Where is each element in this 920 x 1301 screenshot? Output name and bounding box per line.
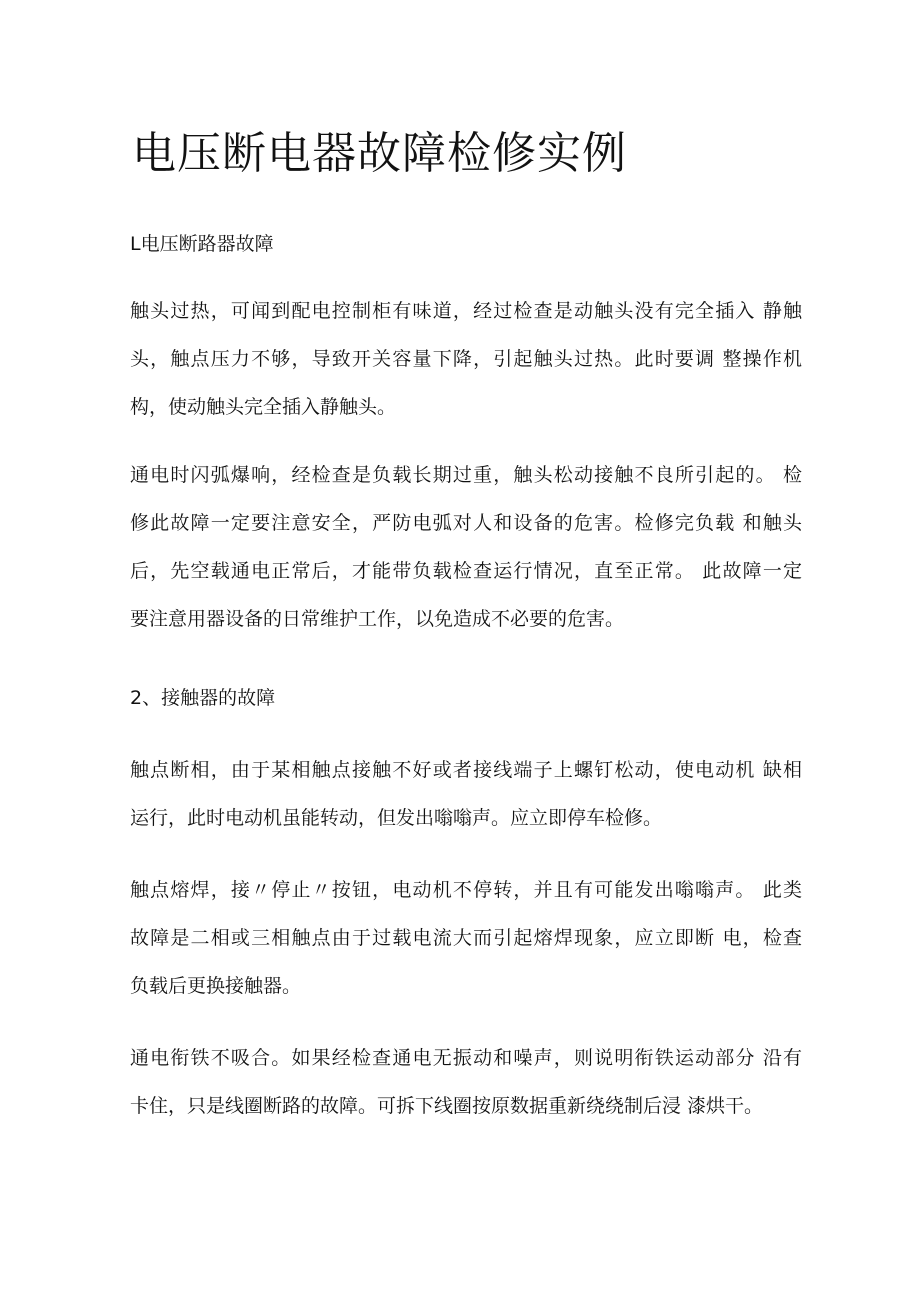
paragraph-line: 运行，此时电动机虽能转动，但发出嗡嗡声。应立即停车检修。	[130, 807, 663, 829]
page-title: 电压断电器故障检修实例	[132, 128, 627, 179]
paragraph-line: 触头过热，可闻到配电控制柜有味道，经过检查是动触头没有完全插入 静触	[130, 300, 802, 322]
paragraph-arc-flash	[130, 451, 802, 643]
paragraph-line: 触点熔焊，接〃停止〃按钮，电动机不停转，并且有可能发出嗡嗡声。 此类	[130, 879, 802, 901]
paragraph-line: 构，使动触头完全插入静触头。	[130, 396, 397, 418]
paragraph-line: 头，触点压力不够，导致开关容量下降，引起触头过热。此时要调 整操作机	[130, 348, 802, 370]
paragraph-line: 通电衔铁不吸合。如果经检查通电无振动和噪声，则说明衔铁运动部分 沿有	[130, 1047, 802, 1069]
paragraph-line: 要注意用器设备的日常维护工作，以免造成不必要的危害。	[130, 608, 625, 630]
paragraph-armature-not-pulling	[130, 1034, 802, 1130]
paragraph-line: 触点断相，由于某相触点接触不好或者接线端子上螺钉松动，使电动机 缺相	[130, 759, 802, 781]
section-heading-1: L电压断路器故障	[130, 233, 274, 255]
paragraph-phase-loss	[130, 746, 802, 842]
section-heading-2: 2、接触器的故障	[130, 687, 276, 709]
paragraph-line: 修此故障一定要注意安全，严防电弧对人和设备的危害。检修完负载 和触头	[130, 512, 802, 534]
paragraph-line: 后，先空载通电正常后，才能带负载检查运行情况，直至正常。 此故障一定	[130, 560, 802, 582]
paragraph-contact-welding	[130, 866, 802, 1010]
paragraph-contact-overheat	[130, 287, 802, 431]
paragraph-line: 负载后更换接触器。	[130, 975, 302, 997]
paragraph-line: 卡住，只是线圈断路的故障。可拆下线圈按原数据重新绕绕制后浸 漆烘干。	[130, 1095, 764, 1117]
paragraph-line: 通电时闪弧爆响，经检查是负载长期过重，触头松动接触不良所引起的。 检	[130, 464, 802, 486]
paragraph-line: 故障是二相或三相触点由于过载电流大而引起熔焊现象，应立即断 电，检查	[130, 927, 802, 949]
